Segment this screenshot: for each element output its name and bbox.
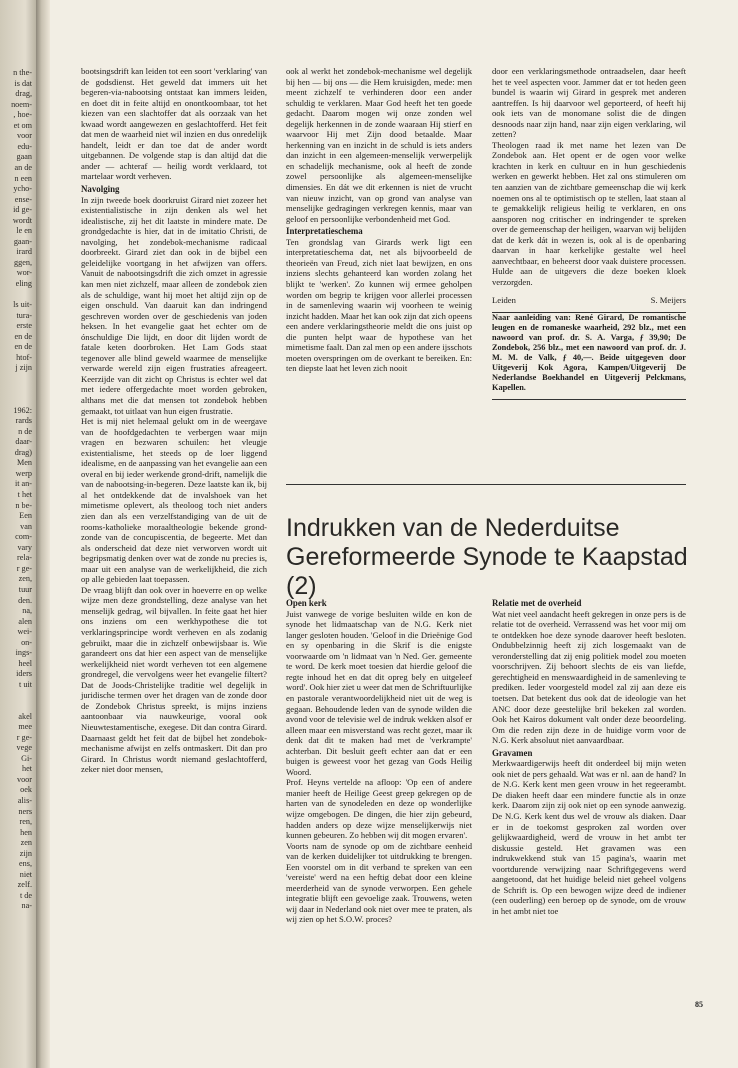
previous-page-fragment: ens,	[19, 859, 32, 869]
previous-page-fragment: com-	[15, 532, 32, 542]
section-heading: Relatie met de overheid	[492, 598, 582, 608]
paragraph: In zijn tweede boek doorkruist Girard niet zozeer het existentialistische in zijn denken als wel het idealistische, zij het dit laatste in mindere mate. De grondgedachte is hier, dat in de imitatio Christi, de navolging, het zondebok-mechanisme radicaal doorbreekt. Girard ziet dan ook in de bijbel een geleidelijke voortgang in het afwijzen van offers. Vanuit de nabootsingsdrift die zich omzet in agressie kan men niet zichzelf, maar alleen de zondebok zien als de schuldige, want hij moet het altijd zijn op de eigen onschuld. Van daaruit kan dan indringend geschreven worden over de geschiedenis van joden heksen. In het evangelie gaat het echter om de ónschuldige Die lijdt, en door dit lijden wordt de fatale keten doorbroken. Het Lam Gods staat tegenover alle blind geweld waarmee de menselijke verwarde wereld zijn eigen frustraties afreageert. Keerzijde van dit zicht op Christus is echter wel dat met iedere offergedachte moet worden gebroken, althans met die dat mensen tot zondebok hebben gemaakt, tot uitlaat van hun eigen frustratie.	[81, 194, 267, 416]
previous-page-fragment: irard	[16, 247, 32, 257]
article1-column-3-body	[492, 66, 686, 287]
previous-page-fragment: alis-	[17, 795, 32, 805]
previous-page-fragment: iders	[16, 669, 32, 679]
previous-page-fragment: na-	[21, 901, 32, 911]
paragraph: Juist vanwege de vorige besluiten wilde en kon de synode het lidmaatschap van de N.G. Kerk niet langer gesloten houden. 'Geloof in die Drieënige God en sy openbaring in die Skrif is die enigste voorwaarde om 'n lidmaat van 'n Ned. Ger. gemeente te word. De kerk moet toesien dat hierdie geloof die regte inhoud het en dat dit opreg bely en uitgeleef word'. Ook hier ziet u weer dat men de Schriftuurlijke en pastorale verantwoordelijkheid niet uit de weg is gegaan. Behoudende leden van de synode wilden die avond voor de televisie wel de indruk wekken alsof er alleen maar een misverstand was recht gezet, maar ik denk dat dit te maken had met de 'verkrampte' achterban. Dit besluit geeft echter aan dat er een buigen is geweest voor het gezag van Gods Heilig Woord.	[286, 608, 472, 777]
section-heading: Gravamen	[492, 747, 533, 758]
previous-page-fragment: t de	[19, 890, 32, 900]
previous-page-fragment: voor	[16, 131, 32, 141]
previous-page-fragment: tura-	[16, 310, 32, 320]
previous-page-fragment: , hoe-	[13, 110, 32, 120]
previous-page-fragment: noem-	[11, 99, 32, 109]
previous-page-fragment: Gi-	[21, 753, 32, 763]
signature-place: Leiden	[492, 295, 516, 306]
previous-page-fragment: n de	[18, 426, 32, 436]
previous-page-fragment: oek	[20, 785, 32, 795]
previous-page-fragment: vary	[17, 542, 32, 552]
paragraph: Het is mij niet helemaal gelukt om in de weergave van de hoofdgedachten te verbergen waar mijn vragen en bezwaren schuilen: het vleugje existentialisme, het steeds op de loer liggend idealisme, en de aanpassing van het evangelie aan een overal en bij ieder werkende grond-drift, namelijk die van de nabootsing-in-begeren. Deze laatste kan ik, bij al het ontdekkende dat de invalshoek van het mimetisme oplevert, als theoloog toch niet anders zien dan als een verzelfstandiging van de uit de rooms-katholieke moraaltheologie bekende grond-zonde van de concupiscentia, de begeerte. Met dan als onderscheid dat deze niet verworven wordt uit begripsmatig denken over wat de zonde nu precies is, maar uit een analyse van de werkelijkheid, die zich op alle gebieden laat toepassen.	[81, 416, 267, 585]
article2-column-1	[286, 596, 472, 925]
paragraph: Ten grondslag van Girards werk ligt een interpretatieschema dat, net als bijvoorbeeld de theorieën van Freud, zich niet laat bewijzen, en ons inziens slechts gehanteerd kan worden zolang het blijkt te 'werken'. Zo kunnen wij ermee geholpen worden om begrip te krijgen voor allerlei processen in de samenleving waarin wij voorheen te weinig inzicht hadden. Maar het kan ook zijn dat zich opeens een andere verklaringstheorie meldt die ons juist op die punten helpt waar de hypothese van het mimetisme faalt. Dan zal men op een andere ijsschots moeten overspringen om de overkant te bereiken. En: ten diepste laat het leven zich nooit	[286, 236, 472, 374]
previous-page-fragment: r ge-	[16, 732, 32, 742]
paragraph: door een verklaringsmethode ontraadselen, daar heeft het te veel aspecten voor. Jammer dat er tot heden geen bundel is waarin wij Girard in gesprek met anderen aantreffen. Is hij daarvoor wel geporteerd, of heeft hij ook iets van de monomane solist die de dingen desnoods naar zijn hand, naar zijn eigen verklaring, wil zetten?	[492, 66, 686, 140]
paragraph: De vraag blijft dan ook over in hoeverre en op welke wijze men deze grondstelling, deze analyse van het menselijk gedrag, wil bijvallen. In feite gaat het hier ons inziens om een werkhypothese die tot verklaringsprincipe wordt verheven en als zodanig gebruikt, maar die in zichzelf onbewijsbaar is. Wie garandeert ons dat hier een aspect van de menselijke werkelijkheid niet wordt verheven tot een algemene grondregel, die vervolgens weer het evangelie filtert? Dat de Joods-Christelijke traditie wel degelijk in juridische termen over het dragen van de zonde door de Zondebok Christus spreekt, is mijns inziens aantoonbaar via nauwkeurige, vooral ook Nieuwtestamentische, exegese. Dit dan contra Girard. Daarnaast geldt het feit dat de bijbel het zondebok-mechanisme afwijst en zelfs ontmaskert. Dit dan pro Girard. In Christus wordt niemand geslachtofferd, zeker niet door mensen,	[81, 584, 267, 775]
article1-column-3	[492, 66, 686, 400]
section-heading: Navolging	[81, 184, 120, 195]
previous-page-fragment: htof-	[16, 352, 32, 362]
previous-page-fragment: ggen,	[14, 257, 32, 267]
article2-column-2	[492, 596, 686, 917]
previous-page-fragment: voor	[16, 774, 32, 784]
previous-page-fragment: gaan	[16, 152, 32, 162]
paragraph: bootsingsdrift kan leiden tot een soort 'verklaring' van de godsdienst. Het geweld dat immers uit het begeren-via-nabootsing ontstaat kan immers leiden, en doet dit in feite altijd en onontkoombaar, tot het kiezen van een slachtoffer dat als oorzaak van het kwaad wordt aangewezen en geslachtofferd. Het feit dat men de waarheid niet wil inzien en dus onredelijk handelt, leidt er dan toe dat de ander wordt uitgebannen. De volgende stap is dan altijd dat die ander — achteraf — heilig wordt verklaard, tot martelaar wordt verheven.	[81, 66, 267, 182]
previous-page-fragment: rela-	[17, 553, 32, 563]
previous-page-fragment: t het	[17, 490, 32, 499]
previous-page-fragment: ense-	[14, 194, 32, 204]
previous-page-fragment: ren,	[19, 817, 32, 827]
article2-headline: Indrukken van de Nederduitse Gereformeerde Synode te Kaapstad (2)	[286, 514, 688, 600]
previous-page-fragment: na,	[22, 606, 32, 616]
previous-page-fragment: t uit	[19, 679, 32, 689]
paragraph: ook al werkt het zondebok-mechanisme wel degelijk bij hen — bij ons — die Hem kruisigden, mede: men meent zichzelf te verhinderen door een ander schuldig te verklaren. Maar God heeft het ten goede gedacht. Daarom mogen wij onze zonden wel degelijk herkennen in de zonde waaraan Hij stierf en waarvoor Hij met Zijn dood betaalde. Maar herkenning van en inzicht in de schuld is iets anders dan inzicht in een algemeen-menselijk verwerpelijk en schadelijk mechanisme, ook al heeft de zonde zowel persoonlijke als algemeen-menselijke dimensies. En dát we dit erkennen is niet de vrucht van nieuw inzicht, van op grond van analyse van menselijke gedragingen verkregen kennis, maar van geloof en persoonlijke verbondenheid met God.	[286, 66, 472, 224]
previous-page-fragment: Een	[19, 511, 32, 521]
previous-page-fragment: wei-	[17, 627, 32, 637]
previous-page-fragment: werp	[15, 468, 32, 478]
previous-page-fragment: heel	[18, 658, 32, 668]
previous-page-fragment: n the-	[13, 68, 32, 77]
page-fold-shadow	[36, 0, 50, 1068]
section-heading: Interpretatieschema	[286, 226, 363, 237]
previous-page-fragment: it an-	[14, 479, 32, 489]
previous-page-fragment: niet	[19, 869, 32, 879]
previous-page-fragment: le en	[16, 226, 32, 236]
previous-page-fragment: an de	[14, 162, 32, 172]
previous-page-fragment: ners	[18, 806, 32, 816]
article-signature	[492, 295, 686, 306]
previous-page-fragment: vege	[16, 743, 32, 753]
article-separator	[286, 484, 686, 485]
section-heading: Open kerk	[286, 598, 327, 608]
article1-column-2	[286, 66, 472, 374]
previous-page-fragment: zen,	[18, 574, 32, 584]
previous-page-fragment: is dat	[14, 78, 32, 88]
previous-page-fragment: zen	[20, 838, 32, 848]
paragraph: Theologen raad ik met name het lezen van De Zondebok aan. Het opent er de ogen voor welke krachten in kerk en cultuur en in hun geschiedenis werken en gewerkt hebben. Het zal ons stimuleren om ten aanzien van de zichtbare gemeenschap die wij kerk noemen ons al te optimistisch op te stellen, laat staan al te gemakkelijk religieus heilig te verklaren, en ons aansporen nog critischer en indringender te spreken over de gemeenschap der heiligen, waarvan wij belijden dat de kerk dát in wezen is, ook al is de openbaring daarvan in haar kerkelijke gestalte wel heel aanvechtbaar, en beheerst door vaak duistere processen. Hulde aan de uitgevers die deze boeken kloek verzorgden.	[492, 139, 686, 287]
previous-page-fragment: erste	[16, 321, 32, 331]
previous-page-fragment: drag,	[15, 89, 32, 99]
previous-page-fragment: van	[20, 521, 32, 531]
article1-column-1	[81, 66, 267, 775]
previous-page-fragment: et om	[13, 120, 32, 130]
previous-page-fragment: drag)	[14, 447, 32, 457]
previous-page-fragment: daar-	[15, 437, 32, 447]
previous-page-fragment: n een	[14, 173, 32, 183]
paragraph: Voorts nam de synode op om de zichtbare eenheid van de kerken duidelijker tot uitdrukking te brengen. Een voorstel om in dit verband te spreken van een 'vereiste' werd na een heftig debat door een kleine meerderheid van de synode verworpen. Een gehele integratie blijft een gevoelige zaak. Trouwens, weten wij daar in Nederland ook niet over mee te praten, als wij zien op het S.O.W. proces?	[286, 840, 472, 925]
previous-page-fragment: r ge-	[16, 563, 32, 573]
paragraph: Merkwaardigerwijs heeft dit onderdeel bij mijn weten ook niet de pers gehaald. Wat was er nl. aan de hand? In de N.G. Kerk kent men geen vrouw in het regeerambt. De diaken heeft daar een mindere functie als in onze kerk. Daarom zijn zij ook niet op een synode aanwezig. De N.G. Kerk kent dus wel de vrouw als diaken. Daar er in de toekomst gesproken zal worden over gelijkwaardigheid, werd de vrouw in het ambt ter diskussie gesteld. Het gravamen was een indrukwekkend stuk van 15 pagina's, waarin met voortdurende verwijzing naar Schriftgegevens werd aangetoond, dat het huidige beleid niet geheel volgens de Schrift is. Op een bewogen wijze deed de indiener (een ouderling) een beroep op de synode, om de vrouw in het ambt niet toe	[492, 758, 686, 916]
previous-page-fragment: zelf.	[17, 880, 32, 890]
previous-page-edge	[0, 0, 36, 1068]
previous-page-fragment: gaan-	[13, 236, 32, 246]
previous-page-fragment: en de	[14, 331, 32, 341]
previous-page-fragment: eling	[15, 279, 32, 288]
previous-page-fragment: ls uit-	[13, 300, 32, 310]
previous-page-fragment: zijn	[19, 848, 32, 858]
signature-name: S. Meijers	[650, 295, 686, 306]
paragraph: Prof. Heyns vertelde na afloop: 'Op een of andere manier heeft de Heilige Geest greep gekregen op de harten van de synodeleden en deze op wonderlijke wijze omgebogen. De dingen, die hier zijn gebeurd, hadden anders op deze wijze menselijkerwijs niet kunnen gebeuren. Zo hebben wij dit mogen ervaren'.	[286, 777, 472, 841]
previous-page-fragment: alen	[18, 616, 32, 626]
previous-page-fragment: id ge-	[13, 205, 32, 215]
previous-page-fragment: ings-	[15, 648, 32, 658]
previous-page-fragment: on-	[21, 637, 32, 647]
previous-page-fragment: wor-	[16, 268, 32, 278]
previous-page-fragment: j zijn	[15, 363, 32, 373]
previous-page-fragment: en de	[14, 342, 32, 352]
previous-page-fragment: rards	[15, 416, 32, 426]
previous-page-fragment: ycho-	[13, 184, 32, 194]
previous-page-fragment: het	[21, 764, 32, 774]
page-number: 85	[695, 1000, 703, 1009]
previous-page-fragment: hen	[20, 827, 32, 837]
previous-page-fragment: den.	[18, 595, 32, 605]
book-reference-note: Naar aanleiding van: René Girard, De romantische leugen en de romaneske waarheid, 292 blz., met een nawoord van prof. dr. S. A. Varga, ƒ 39,90; De Zondebok, 256 blz., met een nawoord van prof. dr. J. M. M. de Valk, ƒ 40,—. Beide uitgegeven door Uitgeverij Kok Agora, Kampen/Uitgeverij De Nederlandse Boekhandel en Uitgeverij Pelckmans, Kapellen.	[492, 313, 686, 393]
previous-page-fragment: akel	[18, 711, 32, 721]
previous-page-fragment: n be-	[15, 500, 32, 510]
previous-page-fragment: wordt	[12, 215, 32, 225]
previous-page-fragment: Men	[16, 458, 32, 468]
paragraph: Wat niet veel aandacht heeft gekregen in onze pers is de relatie tot de overheid. Verrassend was het voor mij om te ontdekken hoe deze synode daarover heeft besloten. Ondubbelzinnig heeft zij zich losgemaakt van de veronderstelling dat zij enig politiek model zou moeten voorschrijven. Zij behoort slechts de eis van liefde, gerechtigheid en menswaardigheid in de samenleving te prediken. Ieder voorgesteld model zal zij aan deze eis toetsen. Dat betekent dus ook dat de ideologie van het ANC door deze geestelijke bril bekeken zal worden. Ook het Kairos dokument valt onder deze beoordeling. Om die reden zijn deze in de huidige vorm voor de N.G. Kerk absoluut niet aanvaardbaar.	[492, 608, 686, 746]
previous-page-fragment: edu-	[17, 141, 32, 151]
note-divider-bottom	[492, 399, 686, 400]
page-sheet	[50, 0, 738, 1068]
previous-page-fragment: tuur	[18, 584, 32, 594]
previous-page-fragment: mee	[18, 722, 32, 732]
previous-page-fragment: 1962:	[13, 405, 32, 415]
